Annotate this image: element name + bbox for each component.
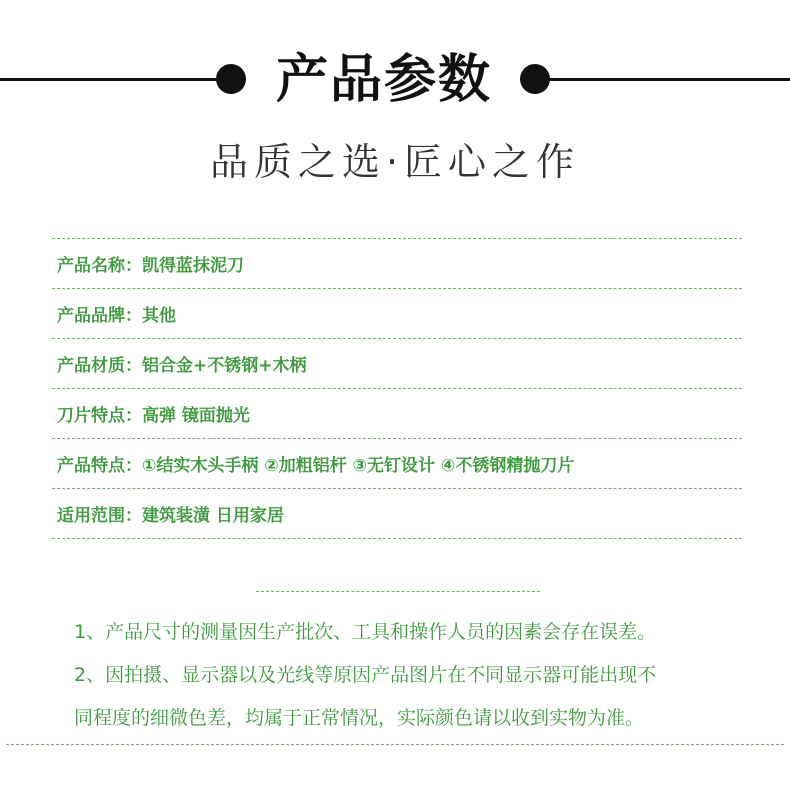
spec-row-material: [52, 339, 742, 389]
header-dot-right: [520, 64, 550, 94]
header-dot-left: [216, 64, 246, 94]
page-subtitle: 品质之选·匠心之作: [209, 140, 581, 184]
spec-label: 产品名称：: [57, 256, 142, 276]
spec-value: 铝合金+不锈钢+木柄: [142, 356, 307, 376]
spec-row-name: [52, 239, 742, 289]
section-header: [0, 44, 790, 124]
note-line: 2、因拍摄、显示器以及光线等原因产品图片在不同显示器可能出现不: [74, 664, 657, 686]
header-line-left: [0, 78, 220, 81]
spec-value: 凯得蓝抹泥刀: [142, 256, 244, 276]
spec-row-usage: [52, 489, 742, 539]
spec-label: 适用范围：: [57, 506, 142, 526]
spec-row-features: [52, 439, 742, 489]
spec-label: 产品特点：: [57, 456, 142, 476]
spec-value: ①结实木头手柄 ②加粗铝杆 ③无钉设计 ④不锈钢精抛刀片: [142, 456, 575, 476]
note-line: 1、产品尺寸的测量因生产批次、工具和操作人员的因素会存在误差。: [74, 621, 657, 643]
spec-row-blade: [52, 389, 742, 439]
spec-value: 其他: [142, 306, 176, 326]
spec-label: 产品品牌：: [57, 306, 142, 326]
spec-value: 高弹 镜面抛光: [142, 406, 250, 426]
header-line-right: [548, 78, 790, 81]
spec-label: 刀片特点：: [57, 406, 142, 426]
page-title: 产品参数: [275, 50, 492, 110]
notes-section: [74, 611, 764, 740]
spec-label: 产品材质：: [57, 356, 142, 376]
spec-value: 建筑装潢 日用家居: [142, 506, 284, 526]
notes-divider: [256, 591, 540, 592]
spec-row-brand: [52, 289, 742, 339]
bottom-divider: [6, 744, 784, 745]
spec-table: [52, 238, 742, 539]
note-line: 同程度的细微色差，均属于正常情况，实际颜色请以收到实物为准。: [74, 707, 645, 729]
